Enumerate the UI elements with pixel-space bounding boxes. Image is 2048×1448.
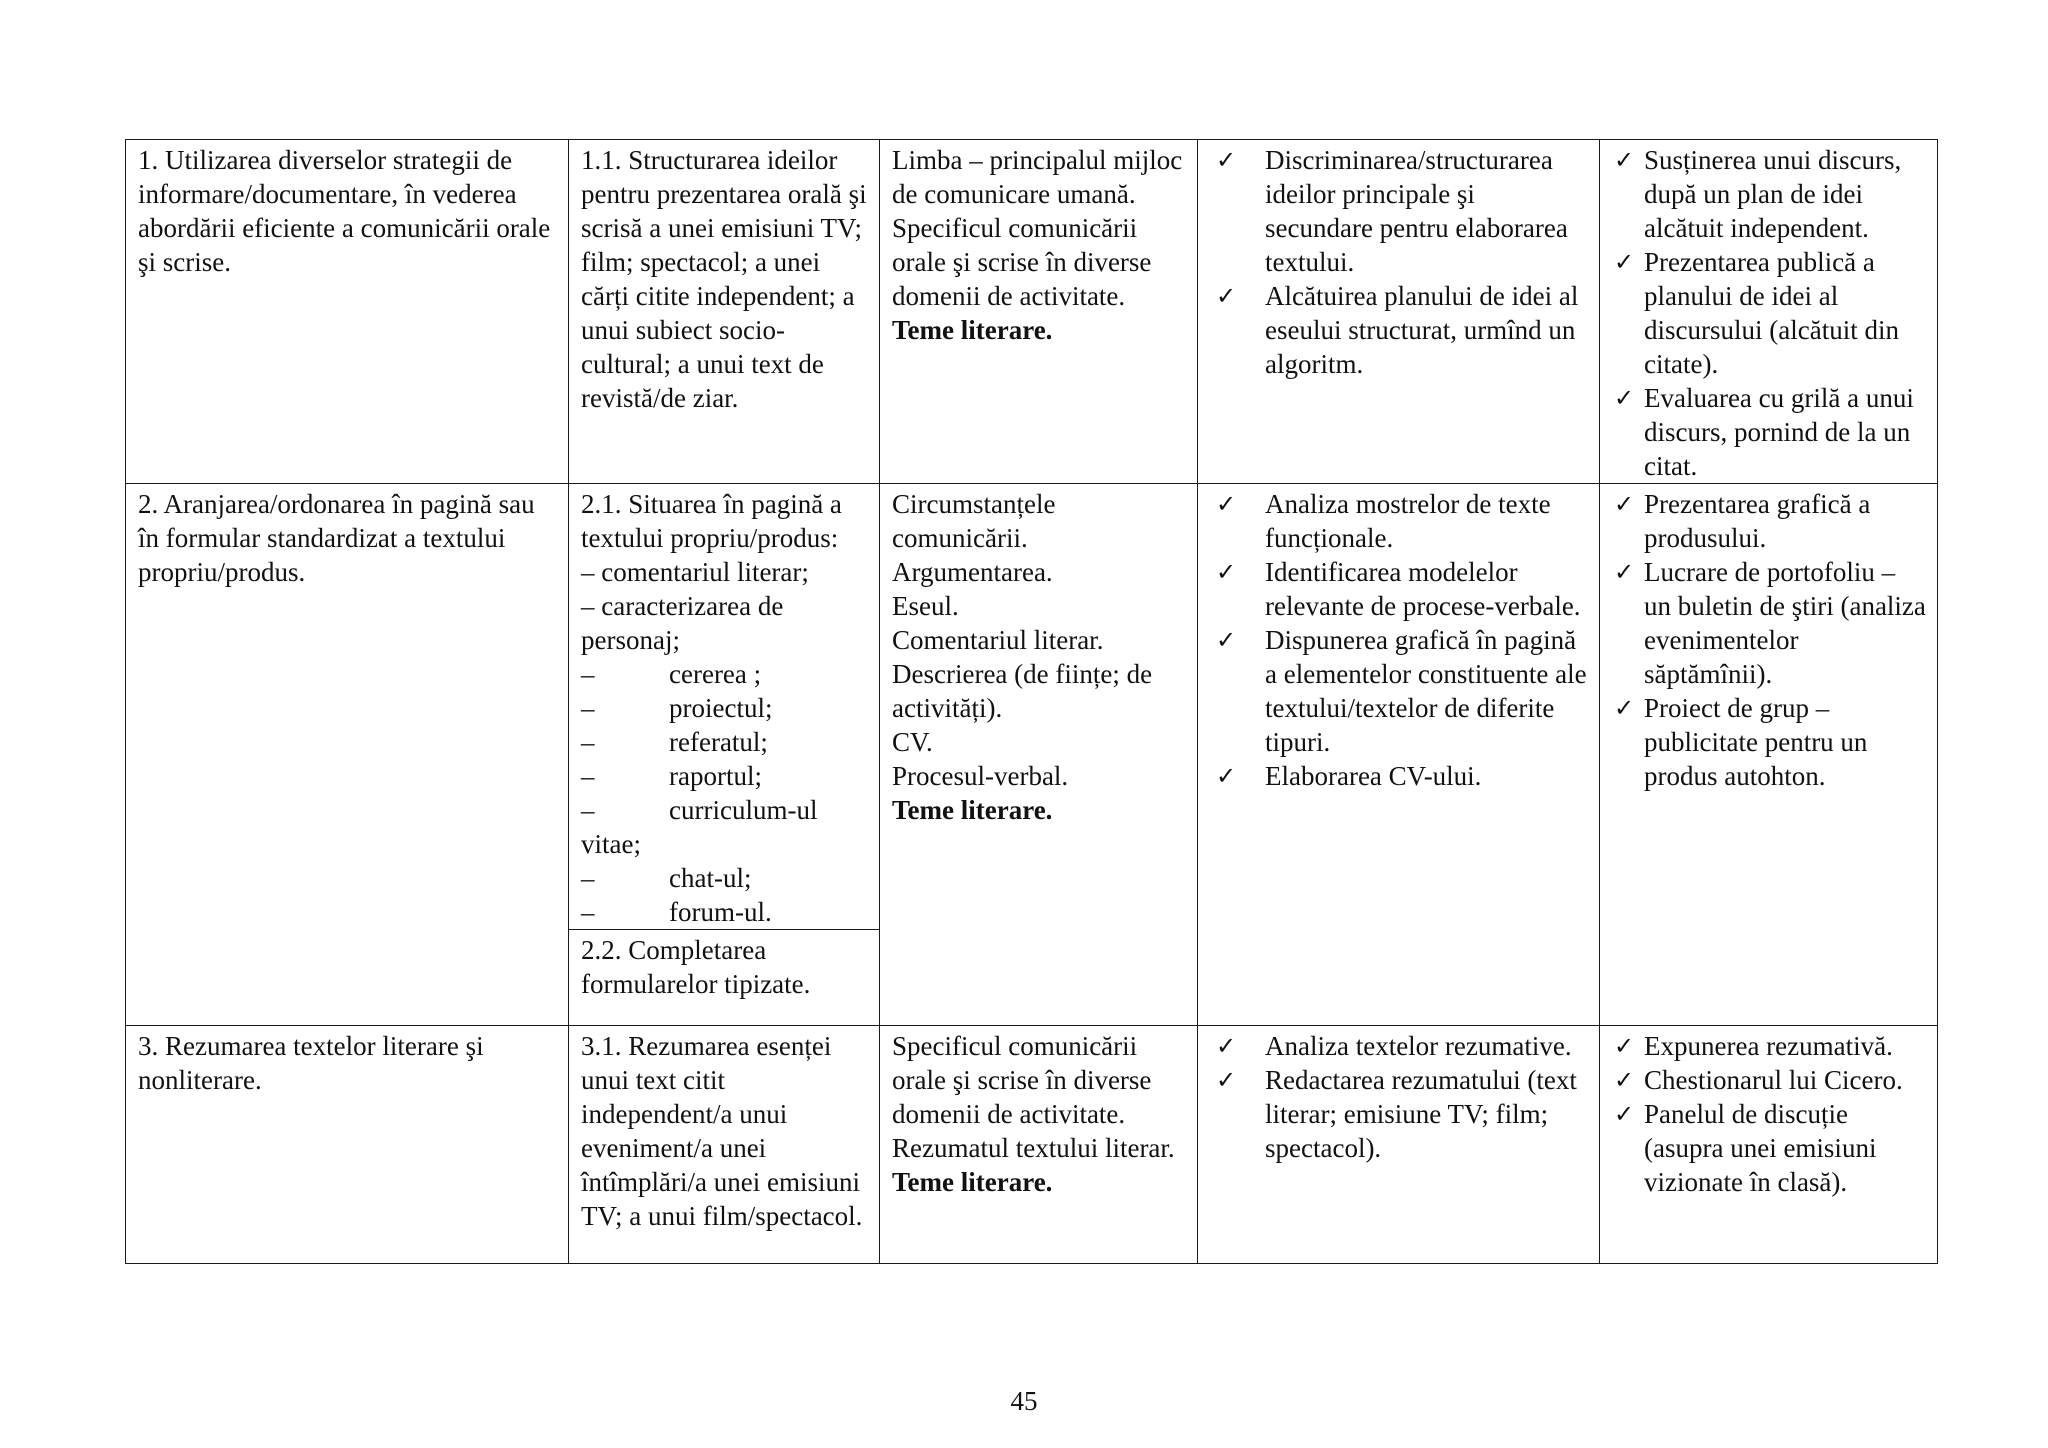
- competence-cell: [126, 1026, 569, 1264]
- specific-dash-item: – raportul;: [581, 761, 762, 791]
- content-line: Descrierea (de ființe; de activități).: [892, 659, 1153, 723]
- content-line: Procesul-verbal.: [892, 761, 1069, 791]
- checkmark-icon: ✓: [1614, 694, 1635, 722]
- activity-text: Analiza textelor rezumative.: [1265, 1031, 1572, 1061]
- checkmark-icon: ✓: [1614, 1100, 1635, 1128]
- evaluation-text: Prezentarea grafică a produsului.: [1644, 489, 1871, 553]
- specific-competence-cell: [569, 140, 880, 484]
- activity-text: Alcătuirea planului de idei al eseului structurat, urmînd un algoritm.: [1265, 281, 1579, 379]
- evaluation-text: Evaluarea cu grilă a unui discurs, pornind de la un citat.: [1644, 383, 1914, 481]
- content-cell: [880, 140, 1198, 484]
- evaluation-cell: [1600, 140, 1938, 484]
- list-item: [1612, 143, 1927, 245]
- competence-text: 2. Aranjarea/ordonarea în pagină sau în formular standardizat a textului propriu/produs.: [138, 489, 535, 587]
- list-item: [1612, 1029, 1927, 1063]
- checkmark-icon: ✓: [1216, 146, 1237, 174]
- checkmark-icon: ✓: [1216, 490, 1237, 518]
- specific-dash-item: – chat-ul;: [581, 863, 752, 893]
- list-item: [1210, 1029, 1589, 1063]
- list-item: [1210, 487, 1589, 555]
- specific-dash-item: – referatul;: [581, 727, 768, 757]
- activities-cell: [1198, 1026, 1600, 1264]
- list-item: [1612, 1097, 1927, 1199]
- list-item: [1210, 759, 1589, 793]
- evaluation-list: [1612, 487, 1927, 793]
- specific-competence-cell: [569, 1026, 880, 1264]
- specific-competence-cell: [569, 484, 880, 1026]
- evaluation-text: Panelul de discuție (asupra unei emisiuni vizionate în clasă).: [1644, 1099, 1877, 1197]
- specific-competence-text: 3.1. Rezumarea esenței unui text citit independent/a unui eveniment/a unei întîmplări/a unei emisiuni TV; a unui film/spectacol.: [581, 1031, 863, 1231]
- evaluation-text: Susținerea unui discurs, după un plan de idei alcătuit independent.: [1644, 145, 1902, 243]
- checkmark-icon: ✓: [1216, 626, 1237, 654]
- specific-competence-intro: 2.1. Situarea în pagină a textului propriu/produs:: [581, 489, 842, 553]
- checkmark-icon: ✓: [1216, 1066, 1237, 1094]
- competence-text: 1. Utilizarea diverselor strategii de informare/documentare, în vederea abordării eficiente a comunicării orale şi scrise.: [138, 145, 551, 277]
- checkmark-icon: ✓: [1614, 146, 1635, 174]
- checkmark-icon: ✓: [1614, 490, 1635, 518]
- content-bold-line: Teme literare.: [892, 1167, 1053, 1197]
- table-row: [126, 140, 1938, 484]
- checkmark-icon: ✓: [1614, 558, 1635, 586]
- content-line: Rezumatul textului literar.: [892, 1133, 1175, 1163]
- list-item: [1210, 623, 1589, 759]
- list-item: [1612, 245, 1927, 381]
- checkmark-icon: ✓: [1216, 1032, 1237, 1060]
- content-line: Circumstanțele comunicării.: [892, 489, 1056, 553]
- activity-text: Identificarea modelelor relevante de procese-verbale.: [1265, 557, 1581, 621]
- activity-text: Discriminarea/structurarea ideilor principale şi secundare pentru elaborarea textului.: [1265, 145, 1568, 277]
- specific-item: – caracterizarea de personaj;: [581, 591, 784, 655]
- specific-competence-text: 1.1. Structurarea ideilor pentru prezentarea orală şi scrisă a unei emisiuni TV; film; spectacol; a unei cărți citite independent; a unui subiect socio-cultural; a unui text de revistă/de ziar.: [581, 145, 867, 413]
- specific-competence-text: 2.2. Completarea formularelor tipizate.: [581, 935, 811, 999]
- competence-text: 3. Rezumarea textelor literare şi nonliterare.: [138, 1031, 484, 1095]
- list-item: [1210, 1063, 1589, 1165]
- evaluation-list: [1612, 143, 1927, 483]
- activities-list: [1210, 1029, 1589, 1165]
- content-line: Comentariul literar.: [892, 625, 1104, 655]
- list-item: [1210, 143, 1589, 279]
- activity-text: Analiza mostrelor de texte funcționale.: [1265, 489, 1551, 553]
- evaluation-cell: [1600, 484, 1938, 1026]
- content-line: CV.: [892, 727, 933, 757]
- checkmark-icon: ✓: [1614, 1066, 1635, 1094]
- content-cell: [880, 484, 1198, 1026]
- checkmark-icon: ✓: [1614, 384, 1635, 412]
- content-line: Limba – principalul mijloc de comunicare umană.: [892, 145, 1183, 209]
- evaluation-text: Lucrare de portofoliu – un buletin de ştiri (analiza evenimentelor săptămînii).: [1644, 557, 1926, 689]
- checkmark-icon: ✓: [1216, 762, 1237, 790]
- evaluation-text: Proiect de grup – publicitate pentru un produs autohton.: [1644, 693, 1868, 791]
- content-line: Eseul.: [892, 591, 959, 621]
- list-item: [1612, 381, 1927, 483]
- list-item: [1612, 487, 1927, 555]
- checkmark-icon: ✓: [1216, 282, 1237, 310]
- list-item: [1210, 555, 1589, 623]
- page-number: 45: [1010, 1386, 1038, 1416]
- specific-dash-item: – proiectul;: [581, 693, 773, 723]
- curriculum-table: [125, 139, 1938, 1264]
- content-line: Argumentarea.: [892, 557, 1053, 587]
- activities-cell: [1198, 484, 1600, 1026]
- competence-cell: [126, 140, 569, 484]
- checkmark-icon: ✓: [1614, 248, 1635, 276]
- activities-list: [1210, 487, 1589, 793]
- specific-competence-subcell: [569, 929, 879, 1001]
- activities-list: [1210, 143, 1589, 381]
- content-line: Specificul comunicării orale şi scrise în diverse domenii de activitate.: [892, 1031, 1152, 1129]
- competence-cell: [126, 484, 569, 1026]
- content-line: Specificul comunicării orale şi scrise în diverse domenii de activitate.: [892, 213, 1152, 311]
- evaluation-text: Expunerea rezumativă.: [1644, 1031, 1893, 1061]
- table-row: [126, 484, 1938, 1026]
- activity-text: Redactarea rezumatului (text literar; emisiune TV; film; spectacol).: [1265, 1065, 1577, 1163]
- evaluation-text: Prezentarea publică a planului de idei al discursului (alcătuit din citate).: [1644, 247, 1899, 379]
- evaluation-cell: [1600, 1026, 1938, 1264]
- list-item: [1612, 1063, 1927, 1097]
- table-row: [126, 1026, 1938, 1264]
- list-item: [1612, 691, 1927, 793]
- specific-dash-item: – cererea ;: [581, 659, 762, 689]
- specific-dash-item: – forum-ul.: [581, 897, 772, 927]
- checkmark-icon: ✓: [1614, 1032, 1635, 1060]
- checkmark-icon: ✓: [1216, 558, 1237, 586]
- specific-item: – comentariul literar;: [581, 557, 809, 587]
- specific-dash-item: – curriculum-ul: [581, 795, 818, 825]
- evaluation-text: Chestionarul lui Cicero.: [1644, 1065, 1903, 1095]
- activity-text: Dispunerea grafică în pagină a elementelor constituente ale textului/textelor de diferite tipuri.: [1265, 625, 1587, 757]
- content-cell: [880, 1026, 1198, 1264]
- list-item: [1210, 279, 1589, 381]
- activity-text: Elaborarea CV-ului.: [1265, 761, 1482, 791]
- activities-cell: [1198, 140, 1600, 484]
- list-item: [1612, 555, 1927, 691]
- content-bold-line: Teme literare.: [892, 795, 1053, 825]
- evaluation-list: [1612, 1029, 1927, 1199]
- specific-dash-continuation: vitae;: [581, 829, 641, 859]
- content-bold-line: Teme literare.: [892, 315, 1053, 345]
